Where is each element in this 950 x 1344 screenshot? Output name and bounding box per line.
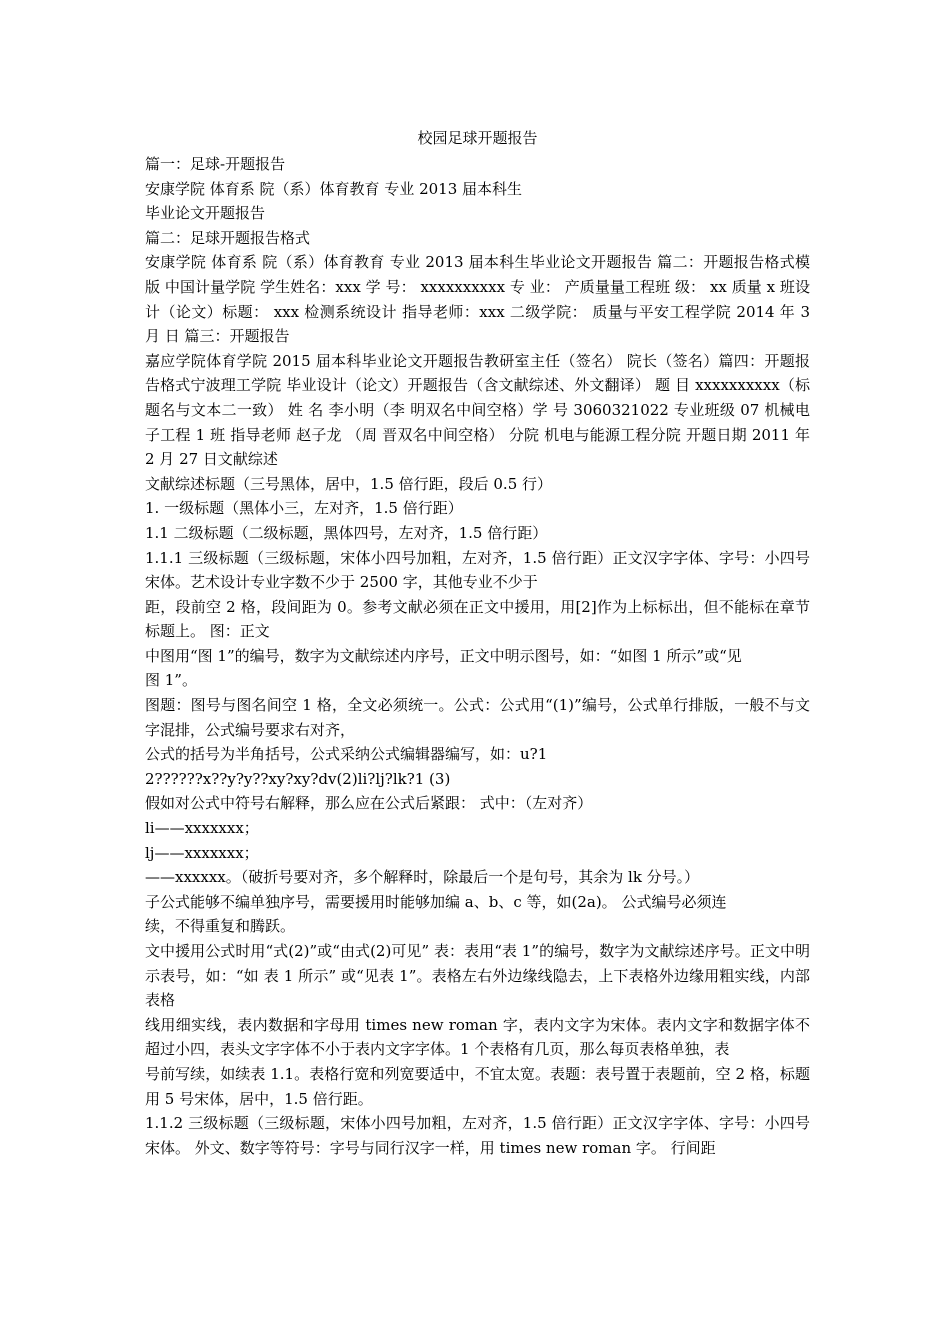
paragraph: 图 1”。 — [145, 671, 197, 690]
paragraph: lj——xxxxxxx； — [145, 843, 259, 862]
paragraph: 1.1.2 三级标题（三级标题，宋体小四号加粗，左对齐，1.5 倍行距）正文汉字字体、字号：小四号宋体。 外文、数字等符号：字号与同行汉字一样，用 times new roman 字。 行间距 — [145, 1114, 810, 1157]
paragraph: 2??????x??y?y??xy?xy?dv(2)li?lj?lk?1 (3) — [145, 769, 451, 788]
paragraph: 1. 一级标题（黑体小三，左对齐，1.5 倍行距） — [145, 499, 463, 518]
paragraph: 续，不得重复和腾跃。 — [145, 917, 296, 936]
paragraph: li——xxxxxxx； — [145, 819, 259, 838]
paragraph: 嘉应学院体育学院 2015 届本科毕业论文开题报告教研室主任（签名） 院长（签名）篇四：开题报告格式宁波理工学院 毕业设计（论文）开题报告（含文献综述、外文翻译） 题 目 xxxxxxxxxx（标题名与文本二一致） 姓 名 李小明（李 明双名中间空格）学 号 3060321022 专业班级 07 机械电子工程 1 班 指导老师 赵子龙 （周 晋双名中间空格） 分院 机电与能源工程分院 开题日期 2011 年 2 月 27 日文献综述 — [145, 351, 810, 469]
paragraph: 安康学院 体育系 院（系）体育教育 专业 2013 届本科生毕业论文开题报告 篇二：开题报告格式模版 中国计量学院 学生姓名：xxx 学 号： xxxxxxxxxx 专 业： 产质量量工程班 级： xx 质量 x 班设计（论文）标题： xxx 检测系统设计 指导老师：xxx 二级学院： 质量与平安工程学院 2014 年 3 月 日 篇三：开题报告 — [145, 253, 810, 346]
paragraph: 距，段前空 2 格，段间距为 0。参考文献必须在正文中援用，用[2]作为上标标出，但不能标在章节标题上。 图：正文 — [145, 597, 810, 641]
paragraph: 子公式能够不编单独序号，需要援用时能够加编 a、b、c 等，如(2a)。 公式编号必须连 — [145, 892, 727, 911]
paragraph: 安康学院 体育系 院（系）体育教育 专业 2013 届本科生 — [145, 179, 523, 198]
paragraph: 图题：图号与图名间空 1 格，全文必须统一。公式：公式用“(1)”编号，公式单行排版，一般不与文字混排，公式编号要求右对齐， — [145, 696, 810, 739]
paragraph: 文中援用公式时用“式(2)”或“由式(2)可见” 表：表用“表 1”的编号，数字为文献综述序号。正文中明示表号，如：“如 表 1 所示” 或“见表 1”。表格左右外边缘线隐去，上下表格外边缘用粗实线，内部表格 — [145, 942, 810, 1010]
paragraph: 篇一：足球-开题报告 — [145, 155, 286, 173]
paragraph: 线用细实线，表内数据和字母用 times new roman 字，表内文字为宋体。表内文字和数据字体不超过小四，表头文字字体不小于表内文字字体。1 个表格有几页，那么每页表格单独，表 — [145, 1015, 810, 1059]
paragraph: 毕业论文开题报告 — [145, 204, 266, 223]
paragraph-list — [145, 152, 810, 1160]
paragraph: 篇二：足球开题报告格式 — [145, 228, 311, 247]
paragraph: 中图用“图 1”的编号，数字为文献综述内序号，正文中明示图号，如：“如图 1 所示”或“见 — [145, 646, 742, 665]
paragraph: 1.1 二级标题（二级标题，黑体四号，左对齐，1.5 倍行距） — [145, 523, 548, 542]
paragraph: ——xxxxxx。（破折号要对齐，多个解释时，除最后一个是句号，其余为 lk 分号。） — [145, 868, 700, 887]
paragraph: 假如对公式中符号右解释，那么应在公式后紧跟： 式中：（左对齐） — [145, 794, 593, 813]
document-body — [145, 126, 810, 1160]
document-title: 校园足球开题报告 — [417, 129, 538, 147]
paragraph: 公式的括号为半角括号，公式采纳公式编辑器编写，如：u?1 — [145, 745, 548, 764]
paragraph: 号前写续，如续表 1.1。表格行宽和列宽要适中，不宜太宽。表题：表号置于表题前，空 2 格，标题用 5 号宋体，居中，1.5 倍行距。 — [145, 1064, 810, 1108]
paragraph: 文献综述标题（三号黑体，居中，1.5 倍行距，段后 0.5 行） — [145, 474, 553, 493]
paragraph: 1.1.1 三级标题（三级标题，宋体小四号加粗，左对齐，1.5 倍行距）正文汉字字体、字号：小四号宋体。艺术设计专业字数不少于 2500 字，其他专业不少于 — [145, 548, 810, 592]
